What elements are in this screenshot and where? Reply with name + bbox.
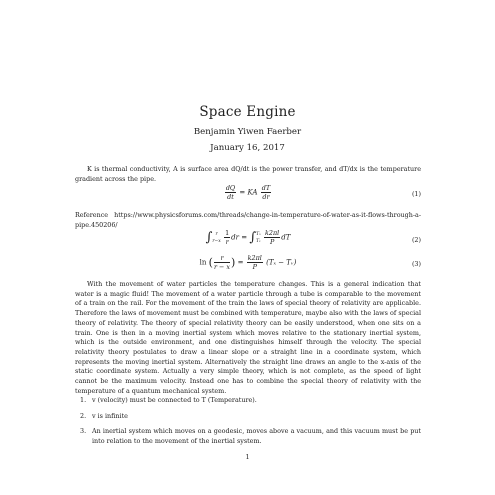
intro-paragraph: K is thermal conductivity, A is surface area dQ/dt is the power transfer, and dT/dx is the temperature gradient across the pipe. <box>75 165 421 183</box>
list-item-text: v (velocity) must be connected to T (Temperature). <box>92 396 257 404</box>
equation-3 <box>75 254 421 278</box>
eq2-right-differential: dT <box>281 233 291 242</box>
eq3-left-numerator: r <box>214 254 230 263</box>
eq2-left-differential: dr <box>231 233 239 242</box>
eq2-right-upper-limit: Tₓ <box>256 231 261 237</box>
list-item-number: 2. <box>80 411 87 420</box>
eq3-ln: ln <box>199 258 207 267</box>
eq3-number: (3) <box>411 260 421 268</box>
eq2-left-lower-limit: r−x <box>212 238 221 244</box>
list-item-number: 1. <box>80 396 87 404</box>
eq2-left-numerator: 1 <box>225 229 230 237</box>
eq2-integral-right: ∫ <box>249 230 257 245</box>
paper-date: January 16, 2017 <box>210 143 285 153</box>
eq2-left-upper-limit: r <box>215 231 218 237</box>
list-item <box>75 427 421 446</box>
eq3-left-paren: ( <box>208 256 213 269</box>
paper-title: Space Engine <box>199 104 296 120</box>
list-item <box>75 396 421 406</box>
eq1-rhs-denominator: dr <box>262 193 270 201</box>
paper-author: Benjamin Yiwen Faerber <box>193 127 302 137</box>
eq3-left-denominator: r − x <box>213 263 231 271</box>
eq1-lhs-numerator: dQ <box>225 184 236 192</box>
eq2-right-lower-limit: Tᵥ <box>256 238 261 244</box>
eq1-lhs-denominator: dt <box>227 193 234 201</box>
equation-1 <box>75 184 421 208</box>
list-item-number: 3. <box>80 427 87 436</box>
eq3-right-paren: ) <box>231 256 236 269</box>
eq1-rhs-fraction <box>261 184 271 201</box>
eq3-right-fraction <box>247 254 263 271</box>
page-number: 1 <box>245 453 250 461</box>
eq3-equals: = <box>237 258 244 267</box>
eq2-left-fraction <box>224 229 230 246</box>
equation-2 <box>75 229 421 255</box>
eq1-lhs-fraction <box>225 184 236 201</box>
list-item-text: v is infinite <box>92 411 128 420</box>
eq3-right-denominator: P <box>252 263 257 271</box>
eq2-right-denominator: P <box>269 238 275 246</box>
body-paragraph: With the movement of water particles the temperature changes. This is a general indication that water is a magic fluid! The movement of a water particle through a tube is comparable to the movement of a train on the rail. For the movement of the train the laws of special theory of relativity are applicable. Therefore the laws of movement must be combined with temperature, maybe also with the laws of special theory of relativity. The theory of special relativity theory can be easily understood, when one sits on a train. One is then in a moving inertial system which moves relative to the stationary inertial system, which is the outside environment, and one distinguishes himself through the velocity. The special relativity theory postulates to draw a linear slope or a straight line in a coordinate system, which represents the moving inertial system. Alternatively the straight line draws an angle to the x-axis of the static coordinate system. Actually a very simple theory, which is not complete, as the speed of light cannot be the maximum velocity. Instead one has to combine the special theory of relativity with the temperature of a quantum mechanical system. <box>75 280 421 395</box>
eq1-coefficient: KA <box>247 188 258 197</box>
eq2-right-fraction <box>264 229 280 246</box>
eq3-temperature-term: (Tₓ − Tᵥ) <box>266 258 297 267</box>
eq2-equals: = <box>241 233 248 242</box>
list-item <box>75 412 421 422</box>
enumerated-list <box>75 396 421 453</box>
eq1-equals: = <box>239 188 246 197</box>
eq2-integral-left: ∫ <box>205 230 213 245</box>
eq2-left-denominator: r <box>225 238 229 246</box>
eq2-number: (2) <box>411 236 421 244</box>
eq3-right-numerator: k2πl <box>247 254 262 262</box>
eq1-rhs-numerator: dT <box>261 184 271 192</box>
reference-paragraph: Reference https://www.physicsforums.com/threads/change-in-temperature-of-water-as-it-flows-through-a-pipe.450206/ <box>75 211 421 229</box>
list-item-text: An inertial system which moves on a geodesic, moves above a vacuum, and this vacuum must be put into relation to the movement of the inertial system. <box>92 427 421 446</box>
eq3-left-fraction <box>214 254 230 271</box>
eq1-number: (1) <box>411 190 421 198</box>
eq2-right-numerator: k2πl <box>265 229 280 237</box>
